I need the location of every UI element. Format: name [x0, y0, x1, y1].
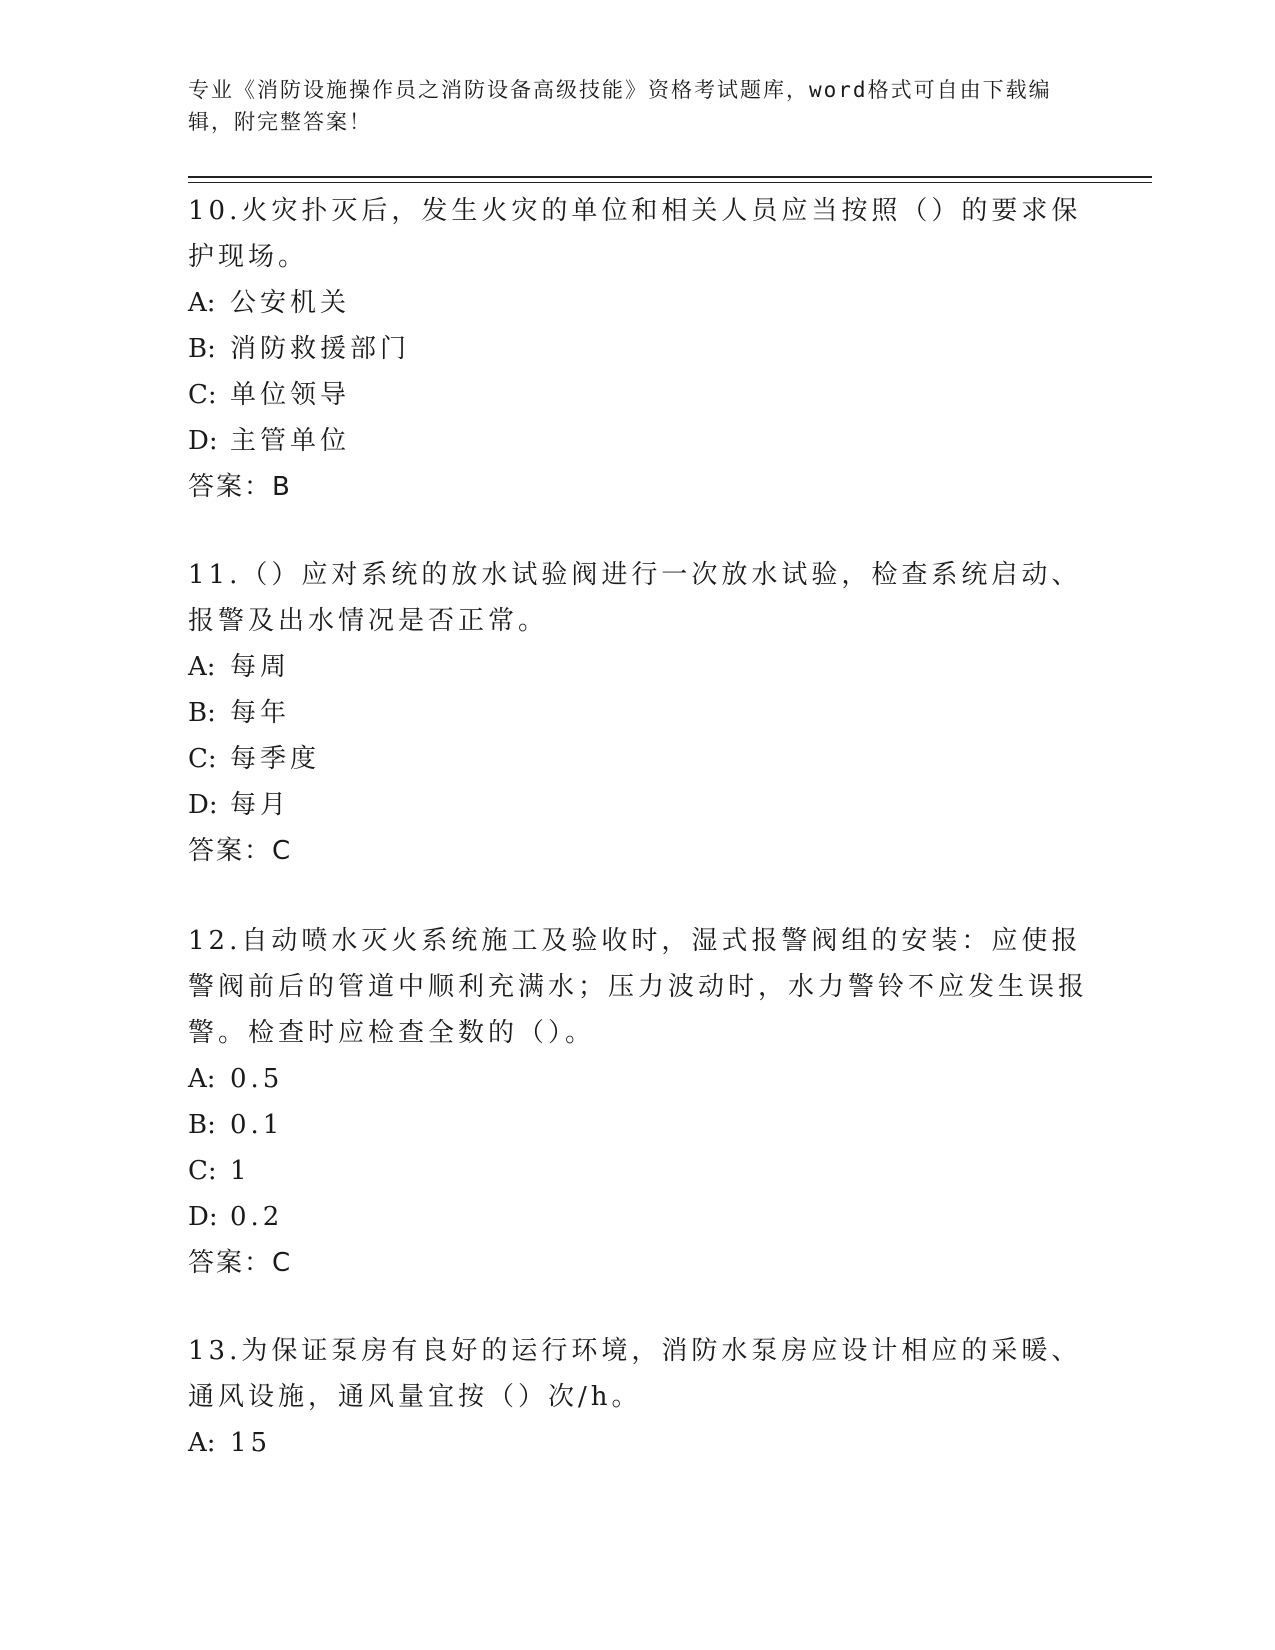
option-text: 主管单位 [230, 426, 351, 456]
option-c [188, 372, 1088, 418]
option-a [188, 1056, 1088, 1102]
option-key: D: [188, 790, 218, 820]
option-text: 单位领导 [230, 380, 351, 410]
question-stem: 11.（）应对系统的放水试验阀进行一次放水试验，检查系统启动、报警及出水情况是否正常。 [188, 560, 1082, 636]
question-11 [188, 552, 1088, 874]
option-key: D: [188, 1202, 218, 1232]
option-text: 消防救援部门 [230, 334, 411, 364]
header-divider-thick [188, 176, 1152, 178]
option-text: 15 [230, 1428, 272, 1458]
question-13 [188, 1328, 1088, 1466]
option-d [188, 782, 1088, 828]
question-10 [188, 188, 1088, 510]
option-key: A: [188, 288, 216, 318]
option-a [188, 1420, 1088, 1466]
option-key: B: [188, 1110, 216, 1140]
answer-line: 答案：C [188, 836, 293, 866]
question-12 [188, 918, 1088, 1286]
option-c [188, 1148, 1088, 1194]
option-text: 每年 [230, 698, 291, 728]
option-key: D: [188, 426, 218, 456]
option-key: B: [188, 698, 216, 728]
option-text: 每月 [230, 790, 291, 820]
option-key: A: [188, 652, 216, 682]
answer-line: 答案：B [188, 472, 292, 502]
option-b [188, 690, 1088, 736]
question-stem: 10.火灾扑灭后，发生火灾的单位和相关人员应当按照（）的要求保护现场。 [188, 196, 1082, 272]
option-text: 每周 [230, 652, 291, 682]
option-a [188, 644, 1088, 690]
option-text: 1 [230, 1156, 251, 1186]
option-key: A: [188, 1064, 216, 1094]
answer-line: 答案：C [188, 1248, 293, 1278]
option-key: C: [188, 380, 217, 410]
header-divider-thin [188, 182, 1152, 183]
option-a [188, 280, 1088, 326]
option-key: A: [188, 1428, 216, 1458]
option-d [188, 1194, 1088, 1240]
option-d [188, 418, 1088, 464]
question-stem: 13.为保证泵房有良好的运行环境，消防水泵房应设计相应的采暖、通风设施，通风量宜按（）次/h。 [188, 1336, 1082, 1412]
option-key: B: [188, 334, 216, 364]
option-c [188, 736, 1088, 782]
document-header: 专业《消防设施操作员之消防设备高级技能》资格考试题库，word格式可自由下载编辑，附完整答案！ [188, 78, 1052, 134]
option-text: 0.2 [230, 1202, 284, 1232]
option-text: 每季度 [230, 744, 321, 774]
option-key: C: [188, 744, 217, 774]
option-text: 0.1 [230, 1110, 284, 1140]
question-stem: 12.自动喷水灭火系统施工及验收时，湿式报警阀组的安装：应使报警阀前后的管道中顺利充满水；压力波动时，水力警铃不应发生误报警。检查时应检查全数的（）。 [188, 926, 1089, 1048]
option-text: 公安机关 [230, 288, 351, 318]
option-key: C: [188, 1156, 217, 1186]
option-b [188, 326, 1088, 372]
option-b [188, 1102, 1088, 1148]
option-text: 0.5 [230, 1064, 284, 1094]
